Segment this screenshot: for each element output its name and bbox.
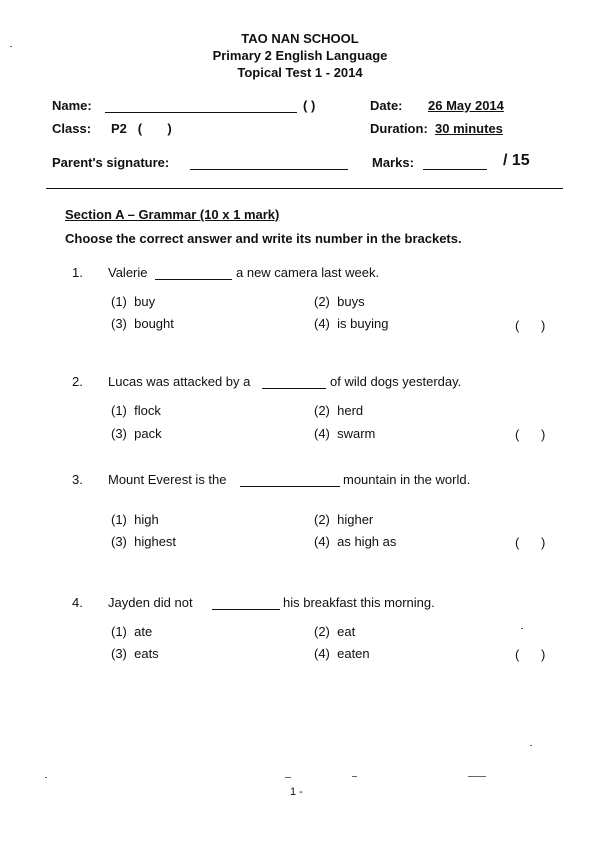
answer-blank[interactable] (212, 609, 280, 610)
option-2: (2) higher (314, 512, 374, 527)
answer-bracket[interactable]: ( ) (515, 647, 546, 662)
question-number: 1. (72, 265, 83, 280)
school-name: TAO NAN SCHOOL (241, 31, 359, 46)
option-3: (3) eats (111, 646, 159, 661)
question-text-start: Lucas was attacked by a (108, 374, 251, 389)
parent-signature-field[interactable] (190, 169, 348, 170)
option-1: (1) high (111, 512, 159, 527)
class-value: P2 ( ) (111, 121, 172, 136)
register-number-bracket: ( ) (303, 98, 316, 113)
option-1: (1) flock (111, 403, 161, 418)
name-label: Name: (52, 98, 92, 113)
date-label: Date: (370, 98, 403, 113)
scan-speck (352, 776, 357, 777)
answer-bracket[interactable]: ( ) (515, 427, 546, 442)
option-3: (3) highest (111, 534, 177, 549)
test-title: Topical Test 1 - 2014 (237, 65, 363, 80)
marks-label: Marks: (372, 155, 414, 170)
answer-blank[interactable] (240, 486, 340, 487)
scan-speck (468, 776, 486, 777)
date-value: 26 May 2014 (428, 98, 504, 113)
class-label: Class: (52, 121, 92, 136)
marks-total: / 15 (503, 152, 530, 169)
section-instruction: Choose the correct answer and write its number in the brackets. (65, 231, 462, 246)
question-number: 4. (72, 595, 83, 610)
marks-field[interactable] (423, 169, 487, 170)
question-text-start: Jayden did not (108, 595, 193, 610)
option-2: (2) herd (314, 403, 364, 418)
option-3: (3) pack (111, 426, 162, 441)
question-text-end: of wild dogs yesterday. (330, 374, 462, 389)
option-1: (1) buy (111, 294, 156, 309)
question-text-start: Valerie (108, 265, 148, 280)
option-4: (4) is buying (314, 316, 389, 331)
parent-signature-label: Parent's signature: (52, 155, 170, 170)
answer-bracket[interactable]: ( ) (515, 318, 546, 333)
option-3: (3) bought (111, 316, 174, 331)
answer-blank[interactable] (155, 279, 232, 280)
question-number: 3. (72, 472, 83, 487)
question-number: 2. (72, 374, 83, 389)
scan-speck (530, 745, 532, 746)
scan-speck (521, 628, 523, 629)
scan-speck (10, 46, 12, 47)
subject-title: Primary 2 English Language (212, 48, 388, 63)
section-title: Section A – Grammar (10 x 1 mark) (65, 207, 280, 222)
scan-speck (45, 777, 47, 778)
option-4: (4) eaten (314, 646, 370, 661)
option-4: (4) as high as (314, 534, 397, 549)
question-text-end: a new camera last week. (236, 265, 380, 280)
header-divider (46, 188, 563, 189)
page-number: 1 - (290, 786, 303, 798)
question-text-end: his breakfast this morning. (283, 595, 435, 610)
option-1: (1) ate (111, 624, 153, 639)
option-4: (4) swarm (314, 426, 376, 441)
question-text-end: mountain in the world. (343, 472, 471, 487)
duration-label: Duration: (370, 121, 428, 136)
name-field[interactable] (105, 112, 297, 113)
scan-speck (285, 777, 291, 778)
answer-bracket[interactable]: ( ) (515, 535, 546, 550)
option-2: (2) eat (314, 624, 356, 639)
question-text-start: Mount Everest is the (108, 472, 227, 487)
option-2: (2) buys (314, 294, 365, 309)
answer-blank[interactable] (262, 388, 326, 389)
duration-value: 30 minutes (435, 121, 503, 136)
